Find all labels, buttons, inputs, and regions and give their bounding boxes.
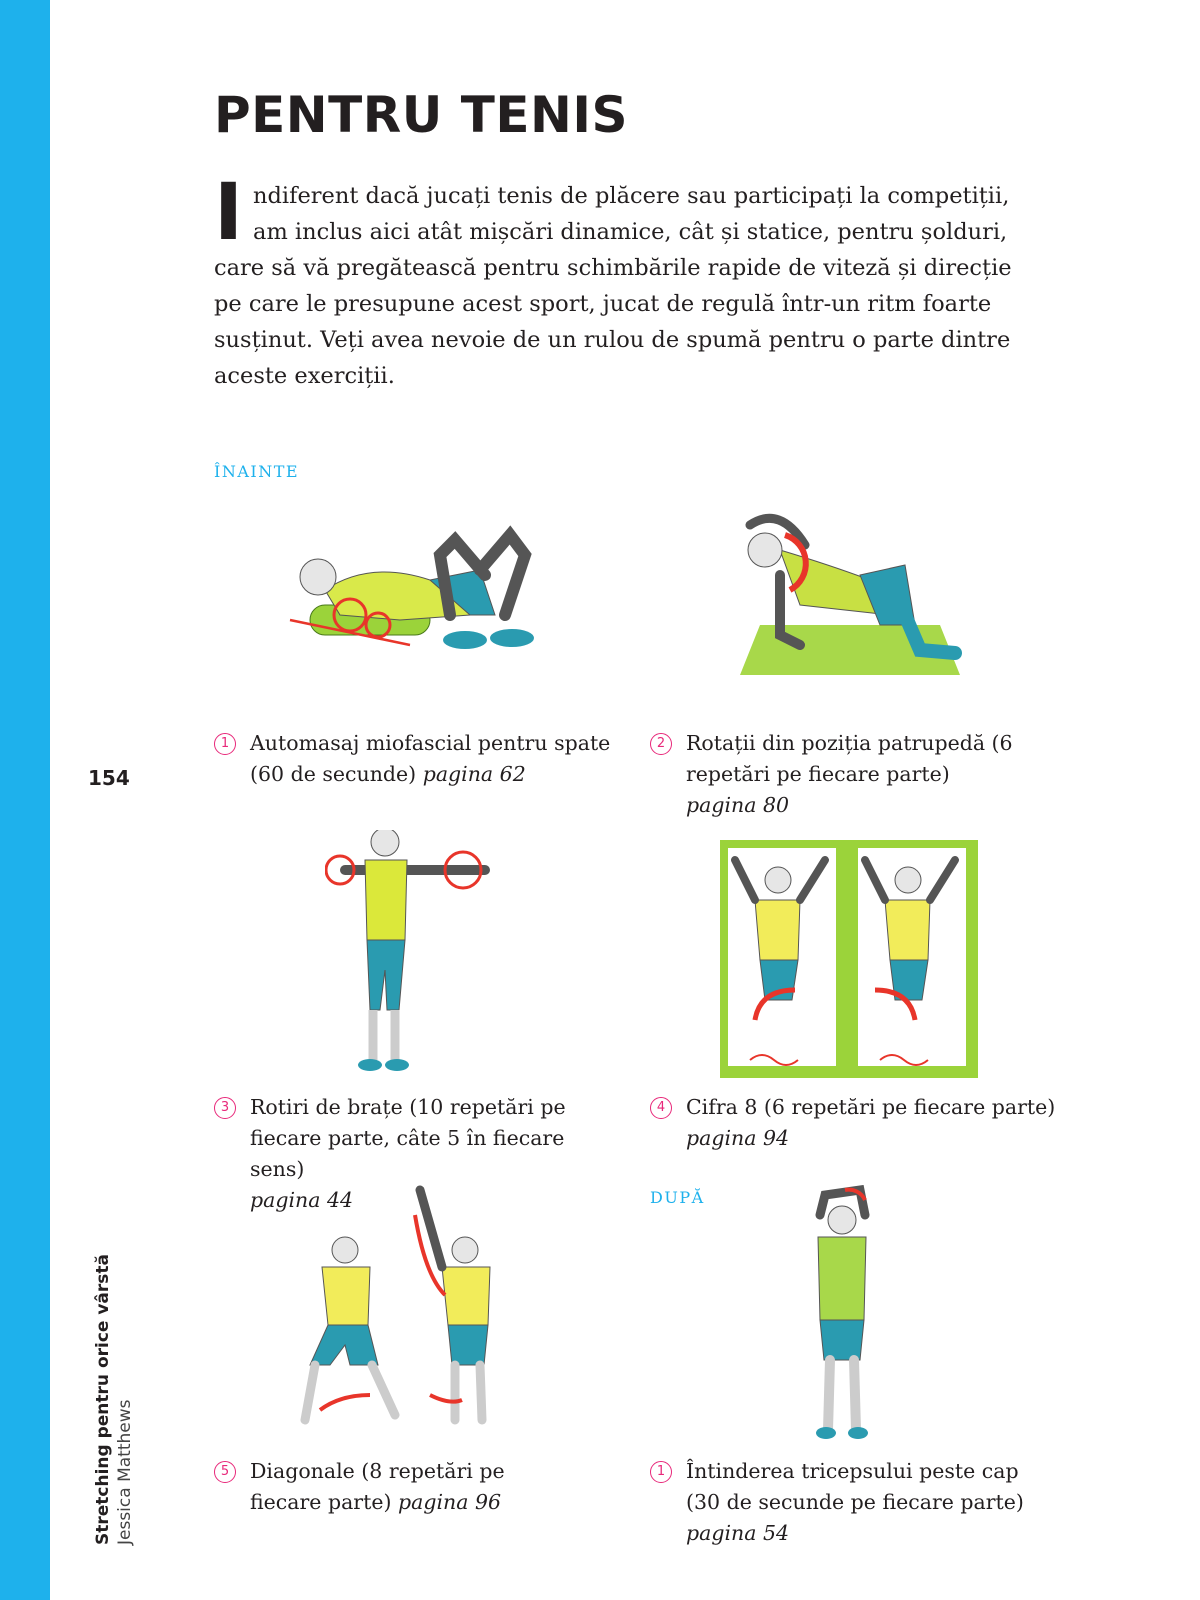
- page-number: 154: [88, 766, 130, 790]
- exercise-text: Automasaj miofascial pentru spate (60 de secunde): [250, 731, 611, 786]
- exercise-number: 1: [214, 733, 236, 755]
- section-label-before: ÎNAINTE: [214, 462, 300, 481]
- exercise-caption: [220, 728, 640, 790]
- drop-cap: I: [214, 168, 244, 258]
- exercise-caption: [220, 1092, 590, 1216]
- exercise-text: Diagonale (8 repetări pe fiecare parte): [250, 1459, 505, 1514]
- exercise-page-ref: pagina 94: [686, 1126, 790, 1150]
- exercise-page-ref: pagina 62: [422, 762, 526, 786]
- exercise-text: Cifra 8 (6 repetări pe fiecare parte): [686, 1095, 1056, 1119]
- exercise-caption: [656, 728, 1016, 821]
- exercise-text: Rotații din poziția patrupedă (6 repetări pe fiecare parte): [686, 731, 1013, 786]
- exercise-caption: [220, 1456, 580, 1518]
- intro-paragraph: [214, 168, 1034, 394]
- exercise-number: 2: [650, 733, 672, 755]
- arm-circles-illustration: [325, 830, 505, 1080]
- exercise-page-ref: pagina 44: [250, 1188, 354, 1212]
- page-title: PENTRU TENIS: [214, 86, 628, 144]
- figure-eight-doorway-illustration: [720, 840, 980, 1080]
- exercise-text: Întinderea tricepsului peste cap (30 de secunde pe fiecare parte): [686, 1459, 1024, 1514]
- foam-roller-back-illustration: [280, 515, 550, 675]
- exercise-text: Rotiri de brațe (10 repetări pe fiecare parte, câte 5 în fiecare sens): [250, 1095, 566, 1181]
- exercise-number: 4: [650, 1097, 672, 1119]
- exercise-number: 3: [214, 1097, 236, 1119]
- overhead-triceps-illustration: [780, 1185, 900, 1445]
- exercise-number: 1: [650, 1461, 672, 1483]
- section-label-after: DUPĂ: [650, 1188, 705, 1207]
- exercise-caption: [656, 1092, 1056, 1154]
- quadruped-rotation-illustration: [720, 505, 980, 685]
- exercise-number: 5: [214, 1461, 236, 1483]
- book-author: Jessica Matthews: [115, 1399, 135, 1545]
- exercise-page-ref: pagina 80: [686, 793, 790, 817]
- running-footer: [92, 1254, 136, 1545]
- exercise-page-ref: pagina 54: [686, 1521, 790, 1545]
- intro-text: ndiferent dacă jucați tenis de plăcere sau participați la competiții, am inclus aici atât mișcări dinamice, cât și statice, pentru șolduri, care să vă pregătească pentru schimbările rapide de viteză și direcție pe care le presupune acest sport, jucat de regulă într-un ritm foarte susținut. Veți avea nevoie de un rulou de spumă pentru o parte dintre aceste exerciții.: [214, 183, 1012, 389]
- book-title: Stretching pentru orice vârstă: [93, 1253, 113, 1545]
- exercise-caption: [656, 1456, 1036, 1549]
- diagonals-illustration: [300, 1185, 520, 1445]
- side-color-bar: [0, 0, 50, 1600]
- exercise-page-ref: pagina 96: [398, 1490, 502, 1514]
